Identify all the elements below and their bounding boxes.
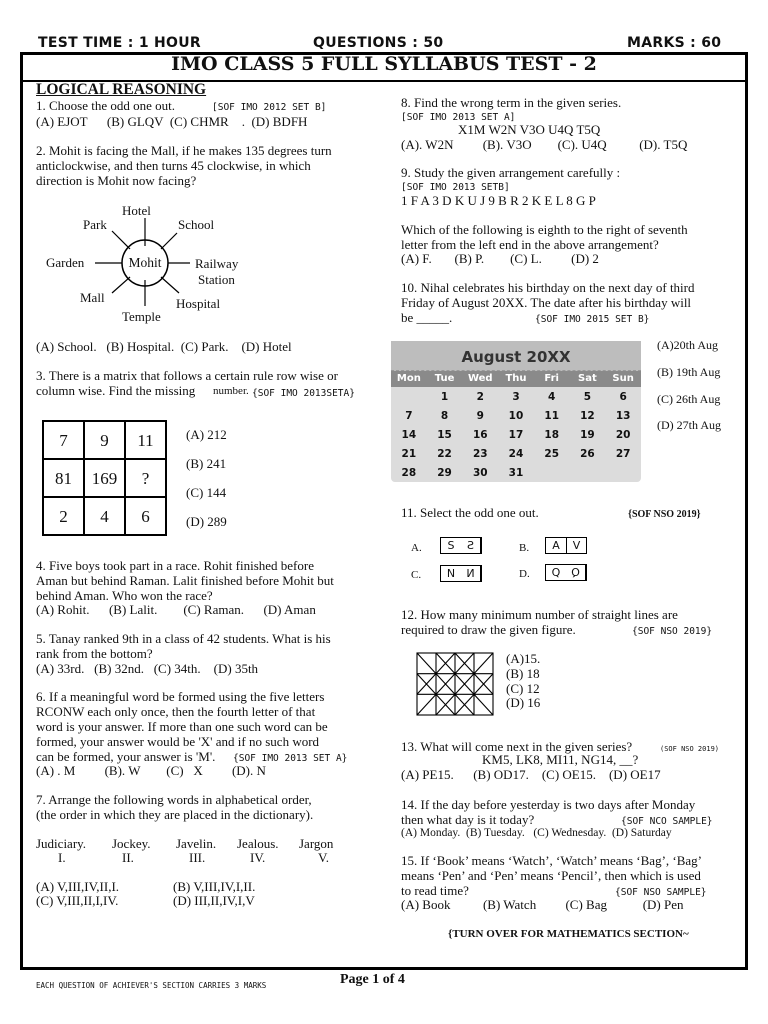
q9-source: [SOF IMO 2013 SETB] xyxy=(401,182,510,193)
q3-source: {SOF IMO 2013SETA} xyxy=(252,388,355,399)
footer-marks-note: EACH QUESTION OF ACHIEVER'S SECTION CARRIES 3 MARKS xyxy=(36,981,267,990)
q12-option-c: (C) 12 xyxy=(506,681,540,696)
matrix-cell: 11 xyxy=(125,421,166,459)
q13-options: (A) PE15. (B) OD17. (C) OE15. (D) OE17 xyxy=(401,767,661,782)
q15-options: (A) Book (B) Watch (C) Bag (D) Pen xyxy=(401,897,684,912)
q7-word-3: Javelin. xyxy=(176,836,217,851)
label-temple: Temple xyxy=(122,309,161,324)
label-station: Station xyxy=(198,272,235,287)
q2-line1: 2. Mohit is facing the Mall, if he makes 135 degrees turn xyxy=(36,143,332,158)
calendar-date: 26 xyxy=(580,448,595,460)
q3-line1: 3. There is a matrix that follows a certain rule row wise or xyxy=(36,368,338,383)
q6-line3: word is your answer. If more than one such word can be xyxy=(36,719,328,734)
q10-option-d: (D) 27th Aug xyxy=(657,418,721,432)
q7-word-4: Jealous. xyxy=(237,836,279,851)
q12-option-b: (B) 18 xyxy=(506,666,540,681)
q14-line1: 14. If the day before yesterday is two days after Monday xyxy=(401,797,696,812)
label-park: Park xyxy=(83,217,107,232)
q11-label-a: A. xyxy=(411,542,422,554)
q13-source: (SOF NSO 2019) xyxy=(660,745,720,753)
calendar-date: 28 xyxy=(401,467,417,479)
calendar-date: 2 xyxy=(476,391,484,403)
q10-option-b: (B) 19th Aug xyxy=(657,365,721,379)
q10-line2: Friday of August 20XX. The date after his birthday will xyxy=(401,295,692,310)
q11-source: {SOF NSO 2019} xyxy=(628,509,701,520)
label-garden: Garden xyxy=(46,255,85,270)
calendar-date: 11 xyxy=(544,410,560,422)
q12-option-d: (D) 16 xyxy=(506,695,541,710)
weekday-label: Fri xyxy=(544,373,559,384)
q7-word-2: Jockey. xyxy=(112,836,151,851)
matrix-cell: 169 xyxy=(84,459,125,497)
matrix-cell: 4 xyxy=(84,497,125,535)
q2-options: (A) School. (B) Hospital. (C) Park. (D) Hotel xyxy=(36,339,292,354)
matrix-cell: ? xyxy=(125,459,166,497)
q1-text: 1. Choose the odd one out. xyxy=(36,98,176,113)
calendar-date: 4 xyxy=(548,391,556,403)
calendar-date: 31 xyxy=(508,467,524,479)
turn-over-note: {TURN OVER FOR MATHEMATICS SECTION~ xyxy=(448,928,689,940)
q5-options: (A) 33rd. (B) 32nd. (C) 34th. (D) 35th xyxy=(36,661,259,676)
calendar-date: 21 xyxy=(401,448,417,460)
calendar-date: 6 xyxy=(619,391,627,403)
calendar-date: 23 xyxy=(472,448,488,460)
calendar-date: 8 xyxy=(440,410,449,422)
q12-line2: required to draw the given figure. xyxy=(401,622,576,637)
q13-series: KM5, LK8, MI11, NG14, __? xyxy=(482,752,639,767)
calendar-date xyxy=(605,464,641,483)
q9-line3: letter from the left end in the above arrangement? xyxy=(401,237,659,252)
calendar-date: 10 xyxy=(508,410,524,422)
q15-line2: means ‘Pen’ and ‘Pen’ means ‘Pencil’, then which is used xyxy=(401,868,701,883)
q7-option-b: (B) V,III,IV,I,II. xyxy=(173,879,256,894)
label-hospital: Hospital xyxy=(176,296,221,311)
weekday-label: Sun xyxy=(612,373,634,384)
label-mall: Mall xyxy=(80,290,105,305)
weekday-label: Tue xyxy=(434,373,455,384)
q7-option-c: (C) V,III,II,I,IV. xyxy=(36,893,119,908)
q5-line1: 5. Tanay ranked 9th in a class of 42 students. What is his xyxy=(36,631,331,646)
q11-figure-a-left: S xyxy=(447,539,455,552)
q15-source: {SOF NSO SAMPLE} xyxy=(615,887,707,898)
weekday-label: Sat xyxy=(578,373,597,384)
calendar-date: 12 xyxy=(580,410,595,422)
q9-line1: 9. Study the given arrangement carefully : xyxy=(401,165,621,180)
q4-line1: 4. Five boys took part in a race. Rohit finished before xyxy=(36,558,314,573)
weekday-label: Thu xyxy=(505,373,527,384)
calendar-date xyxy=(391,388,427,407)
matrix-cell: 9 xyxy=(84,421,125,459)
q11-line1: 11. Select the odd one out. xyxy=(401,505,539,520)
q11-label-b: B. xyxy=(519,542,530,554)
q12-line1: 12. How many minimum number of straight lines are xyxy=(401,607,678,622)
q9-arrangement: 1 F A 3 D K U J 9 B R 2 K E L 8 G P xyxy=(401,193,596,208)
calendar-date: 17 xyxy=(508,429,524,441)
weekday-label: Wed xyxy=(467,373,493,384)
q11-figure-b-right: V xyxy=(566,538,586,553)
q7-num-3: III. xyxy=(189,850,206,865)
label-school: School xyxy=(178,217,215,232)
calendar-date: 16 xyxy=(472,429,488,441)
q5-line2: rank from the bottom? xyxy=(36,646,153,661)
q6-line4: formed, your answer would be 'X' and if no such word xyxy=(36,734,320,749)
calendar-date: 19 xyxy=(580,429,595,441)
matrix-cell: 6 xyxy=(125,497,166,535)
q2-line3: direction is Mohit now facing? xyxy=(36,173,197,188)
calendar-date: 18 xyxy=(544,429,560,441)
calendar-date: 7 xyxy=(405,410,413,422)
calendar-date: 9 xyxy=(476,410,484,422)
q10-line3: be _____. xyxy=(401,310,453,325)
q8-options: (A). W2N (B). V3O (C). U4Q (D). T5Q xyxy=(401,137,688,152)
q3-option-d: (D) 289 xyxy=(186,514,227,529)
q14-line2: then what day is it today? xyxy=(401,812,535,827)
q15-line3: to read time? xyxy=(401,883,469,898)
calendar-date: 29 xyxy=(437,467,452,479)
q4-line3: behind Aman. Who won the race? xyxy=(36,588,213,603)
label-railway: Railway xyxy=(195,256,239,271)
q12-source: {SOF NSO 2019} xyxy=(632,626,713,637)
q6-line1: 6. If a meaningful word be formed using the five letters xyxy=(36,689,325,704)
q8-line1: 8. Find the wrong term in the given series. xyxy=(401,95,622,110)
calendar-date: 3 xyxy=(512,391,520,403)
q1-source: [SOF IMO 2012 SET B] xyxy=(212,102,327,113)
q7-option-d: (D) III,II,IV,I,V xyxy=(173,893,255,908)
q3-option-b: (B) 241 xyxy=(186,456,227,471)
matrix-cell: 81 xyxy=(43,459,84,497)
calendar-date: 27 xyxy=(615,448,631,460)
calendar-date: 1 xyxy=(440,391,449,403)
calendar-date: 24 xyxy=(508,448,524,460)
q7-word-1: Judiciary. xyxy=(36,836,87,851)
matrix-cell: 2 xyxy=(43,497,84,535)
q11-label-c: C. xyxy=(411,569,422,581)
calendar-date: 13 xyxy=(615,410,631,422)
q7-num-1: I. xyxy=(58,850,66,865)
q7-word-5: Jargon xyxy=(299,836,334,851)
page-number: Page 1 of 4 xyxy=(340,972,405,987)
question-count: QUESTIONS : 50 xyxy=(313,35,444,51)
q7-num-4: IV. xyxy=(250,850,266,865)
q7-option-a: (A) V,III,IV,II,I. xyxy=(36,879,120,894)
calendar-dates xyxy=(391,387,641,483)
q9-line2: Which of the following is eighth to the right of seventh xyxy=(401,222,688,237)
q10-option-c: (C) 26th Aug xyxy=(657,392,721,406)
calendar-date: 14 xyxy=(401,429,417,441)
q6-line2: RCONW each only once, then the fourth letter of that xyxy=(36,704,316,719)
label-hotel: Hotel xyxy=(122,203,151,218)
q11-figure-d-right: Q xyxy=(566,565,586,580)
q12-grid-figure xyxy=(416,652,494,716)
q4-options: (A) Rohit. (B) Lalit. (C) Raman. (D) Aman xyxy=(36,602,316,617)
q11-figure-b-left: A xyxy=(552,539,560,552)
calendar-date: 15 xyxy=(437,429,452,441)
test-time: TEST TIME : 1 HOUR xyxy=(38,35,202,51)
calendar-title: August 20XX xyxy=(391,341,641,371)
calendar-date: 20 xyxy=(615,429,631,441)
page-title: IMO CLASS 5 FULL SYLLABUS TEST - 2 xyxy=(171,53,597,75)
calendar-weekdays xyxy=(391,371,641,387)
q11-figure-c-left: N xyxy=(446,567,456,580)
q8-series: X1M W2N V3O U4Q T5Q xyxy=(458,122,601,137)
calendar xyxy=(391,341,641,482)
total-marks: MARKS : 60 xyxy=(627,35,722,51)
weekday-label: Mon xyxy=(396,373,421,384)
calendar-date xyxy=(534,464,570,483)
section-heading: LOGICAL REASONING xyxy=(36,81,207,98)
q15-line1: 15. If ‘Book’ means ‘Watch’, ‘Watch’ means ‘Bag’, ‘Bag’ xyxy=(401,853,703,868)
q1-options: (A) EJOT (B) GLQV (C) CHMR . (D) BDFH xyxy=(36,114,308,129)
q14-options: (A) Monday. (B) Tuesday. (C) Wednesday. (D) Saturday xyxy=(401,827,672,839)
q7-line2: (the order in which they are placed in the dictionary). xyxy=(36,807,314,822)
direction-diagram xyxy=(40,198,270,326)
q10-option-a: (A)20th Aug xyxy=(657,338,718,352)
q11-label-d: D. xyxy=(519,568,530,580)
q11-figure-d-left: Q xyxy=(551,566,561,579)
q11-figure-b xyxy=(545,537,587,554)
calendar-date: 5 xyxy=(583,391,592,403)
q11-figure-d xyxy=(545,564,587,581)
q3-option-a: (A) 212 xyxy=(186,427,227,442)
q11-figure-a-right: S xyxy=(461,538,481,553)
q6-options: (A) . M (B). W (C) X (D). N xyxy=(36,763,266,778)
q12-option-a: (A)15. xyxy=(506,651,541,666)
q11-figure-c xyxy=(440,565,482,582)
q10-source: {SOF IMO 2015 SET B} xyxy=(535,314,650,325)
q7-num-5: V. xyxy=(318,850,329,865)
q3-option-c: (C) 144 xyxy=(186,485,227,500)
matrix-cell: 7 xyxy=(43,421,84,459)
q2-line2: anticlockwise, and then turns 45 clockwise, in which xyxy=(36,158,311,173)
q9-options: (A) F. (B) P. (C) L. (D) 2 xyxy=(401,251,599,266)
calendar-date: 25 xyxy=(544,448,560,460)
calendar-date: 22 xyxy=(437,448,452,460)
q6-source: {SOF IMO 2013 SET A} xyxy=(233,753,348,764)
q8-source: [SOF IMO 2013 SET A] xyxy=(401,112,516,123)
q13-line1: 13. What will come next in the given series? xyxy=(401,739,633,754)
q7-num-2: II. xyxy=(122,850,134,865)
q14-source: {SOF NCO SAMPLE} xyxy=(621,816,713,827)
q7-line1: 7. Arrange the following words in alphabetical order, xyxy=(36,792,312,807)
q6-line5: can be formed, your answer is 'M'. xyxy=(36,749,216,764)
number-matrix xyxy=(42,420,167,536)
q3-line2-end: number. xyxy=(213,385,249,397)
calendar-date: 30 xyxy=(472,467,488,479)
q11-figure-c-right: N xyxy=(461,566,481,581)
q4-line2: Aman but behind Raman. Lalit finished before Mohit but xyxy=(36,573,334,588)
q10-line1: 10. Nihal celebrates his birthday on the next day of third xyxy=(401,280,695,295)
compass-center: Mohit xyxy=(128,255,162,270)
q11-figure-a xyxy=(440,537,482,554)
calendar-date xyxy=(570,464,606,483)
q3-line2: column wise. Find the missing xyxy=(36,383,196,398)
